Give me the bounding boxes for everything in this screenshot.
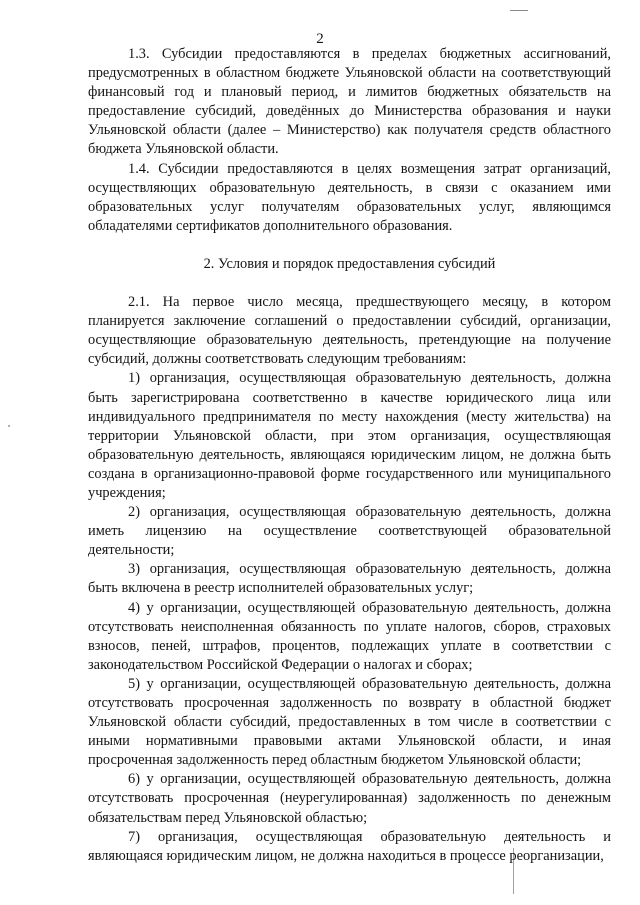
paragraph-req-5: 5) у организации, осуществляющей образовательную деятельность, должна отсутствовать просроченная задолженность по возврату в областной бюджет Ульяновской области субсидий, предоставленных в том числе в соответствии с иными нормативными правовыми актами Ульяновской области, и иная просроченная задолженность перед областным бюджетом Ульяновской области; <box>88 675 611 769</box>
paragraph-req-1: 1) организация, осуществляющая образовательную деятельность, должна быть зарегистрирована соответственно в качестве юридического лица или индивидуального предпринимателя по месту нахождения (месту жительства) на территории Ульяновской области, при этом организация, осуществляющая образовательную деятельность, являющаяся юридическим лицом, не должна быть создана в организационно-правовой форме государственного или муниципального учреждения; <box>88 370 611 501</box>
paragraph-p1-4: 1.4. Субсидии предоставляются в целях возмещения затрат организаций, осуществляющих образовательную деятельность, в связи с оказанием ими образовательных услуг получателям образовательных услуг, являющимся обладателями сертификатов дополнительного образования. <box>88 160 611 234</box>
section-heading: 2. Условия и порядок предоставления субсидий <box>203 255 496 272</box>
paragraph-p1-3: 1.3. Субсидии предоставляются в пределах бюджетных ассигнований, предусмотренных в областном бюджете Ульяновской области на соответствующий финансовый год и плановый период, и лимитов бюджетных обязательств на предоставление субсидий, доведённых до Министерства образования и науки Ульяновской области (далее – Министерство) как получателя средств областного бюджета Ульяновской области. <box>88 46 611 158</box>
scan-artifact-dot <box>8 425 10 427</box>
paragraph-req-3: 3) организация, осуществляющая образовательную деятельность, должна быть включена в реестр исполнителей образовательных услуг; <box>88 561 611 597</box>
scan-artifact-mark <box>510 10 528 11</box>
paragraph-req-6: 6) у организации, осуществляющей образовательную деятельность, должна отсутствовать просроченная (неурегулированная) задолженность по денежным обязательствам перед Ульяновской областью; <box>88 771 611 826</box>
paragraph-req-7: 7) организация, осуществляющая образовательную деятельность и являющаяся юридическим лицом, не должна находиться в процессе реорганизации, <box>88 828 611 864</box>
paragraph-req-2: 2) организация, осуществляющая образовательную деятельность, должна иметь лицензию на осуществление соответствующей образовательной деятельности; <box>88 504 611 559</box>
document-body <box>88 45 611 866</box>
paragraph-p2-1: 2.1. На первое число месяца, предшествующего месяцу, в котором планируется заключение соглашений о предоставлении субсидий, организации, осуществляющие образовательную деятельность, претендующие на получение субсидий, должны соответствовать следующим требованиям: <box>88 294 611 368</box>
paragraph-req-4: 4) у организации, осуществляющей образовательную деятельность, должна отсутствовать неисполненная обязанность по уплате налогов, сборов, страховых взносов, пеней, штрафов, процентов, подлежащих уплате в соответствии с законодательством Российской Федерации о налогах и сборах; <box>88 599 611 673</box>
page-number: 2 <box>316 31 324 47</box>
